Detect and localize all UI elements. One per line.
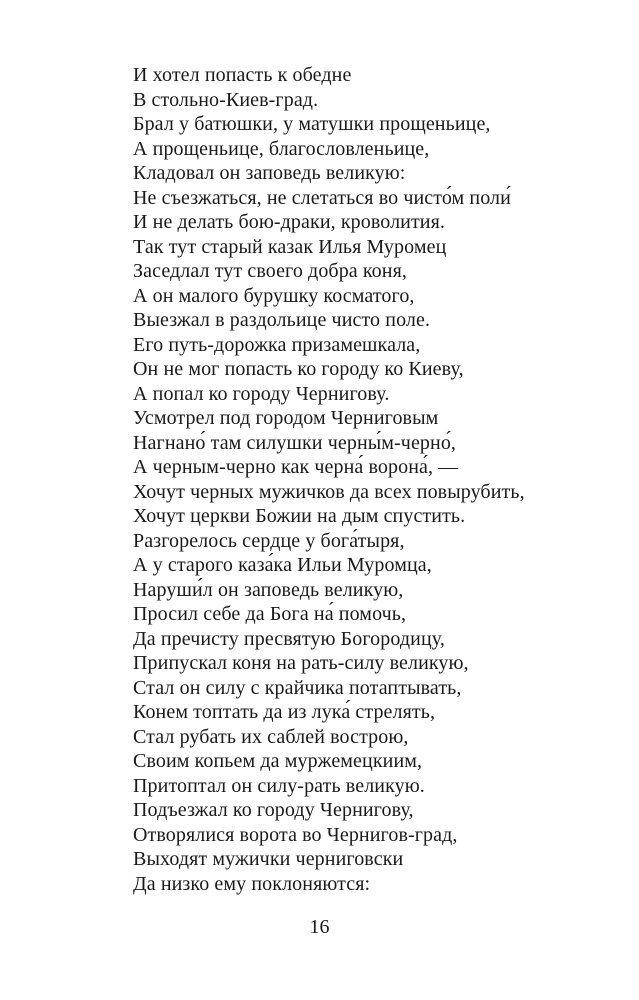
- poem-line: Заседлал тут своего добра коня,: [133, 260, 407, 282]
- poem-line: А попал ко городу Чернигову.: [133, 382, 390, 405]
- poem-line: Стал рубать их саблей вострою,: [133, 725, 409, 748]
- poem-line: Припускал коня на рать-силу великую,: [133, 652, 469, 674]
- poem-line: Стал он силу с крайчика потаптывать,: [133, 676, 462, 699]
- poem-line: Своим копьем да муржемецкиим,: [133, 750, 423, 772]
- poem-line: А у старого каза́ка Ильи Муромца,: [133, 554, 432, 576]
- poem-line: В стольно-Киев-град.: [133, 88, 319, 111]
- poem-line: Подъезжал ко городу Чернигову,: [133, 799, 414, 821]
- poem-line: Не съезжаться, не слетаться во чисто́м поли́: [133, 186, 511, 209]
- poem-line: И не делать бою-драки, кроволития.: [133, 211, 446, 233]
- poem-line: Он не мог попасть ко городу ко Киеву,: [133, 358, 464, 380]
- poem-line: Да низко ему поклоняются:: [133, 872, 371, 895]
- poem-line: Кладовал он заповедь великую:: [133, 162, 406, 184]
- poem-line: А прощеньице, благословленьице,: [133, 137, 430, 160]
- poem-line: Хочут церкви Божии на дым спустить.: [133, 505, 466, 527]
- poem-text: [133, 63, 525, 896]
- poem-line: Так тут старый казак Илья Муромец: [133, 235, 447, 258]
- poem-line: Наруши́л он заповедь великую,: [133, 578, 404, 601]
- poem-line: Просил себе да Бога на́ помочь,: [133, 603, 407, 625]
- poem-line: Выезжал в раздольице чисто поле.: [133, 309, 431, 331]
- poem-line: А он малого бурушку косматого,: [133, 284, 415, 307]
- poem-line: А черным-черно как черна́ ворона́, —: [133, 456, 459, 478]
- poem-line: Его путь-дорожка призамешкала,: [133, 333, 421, 356]
- poem-line: Брал у батюшки, у матушки прощеньице,: [133, 113, 491, 135]
- page-number: 16: [309, 916, 330, 938]
- poem-line: И хотел попасть к обедне: [133, 64, 352, 86]
- poem-line: Конем топтать да из лука́ стрелять,: [133, 701, 436, 723]
- poem-line: Выходят мужички черниговски: [133, 848, 404, 870]
- poem-line: Отворялися ворота во Чернигов-град,: [133, 823, 458, 846]
- poem-line: Да пречисту пресвятую Богородицу,: [133, 627, 445, 650]
- poem-line: Разгорелось сердце у бога́тыря,: [133, 529, 405, 552]
- poem-line: Усмотрел под городом Черниговым: [133, 407, 439, 429]
- poem-line: Притоптал он силу-рать великую.: [133, 774, 425, 797]
- poem-line: Нагнано́ там силушки черны́м-черно́,: [133, 431, 457, 454]
- poem-line: Хочут черных мужичков да всех повырубить,: [133, 480, 525, 503]
